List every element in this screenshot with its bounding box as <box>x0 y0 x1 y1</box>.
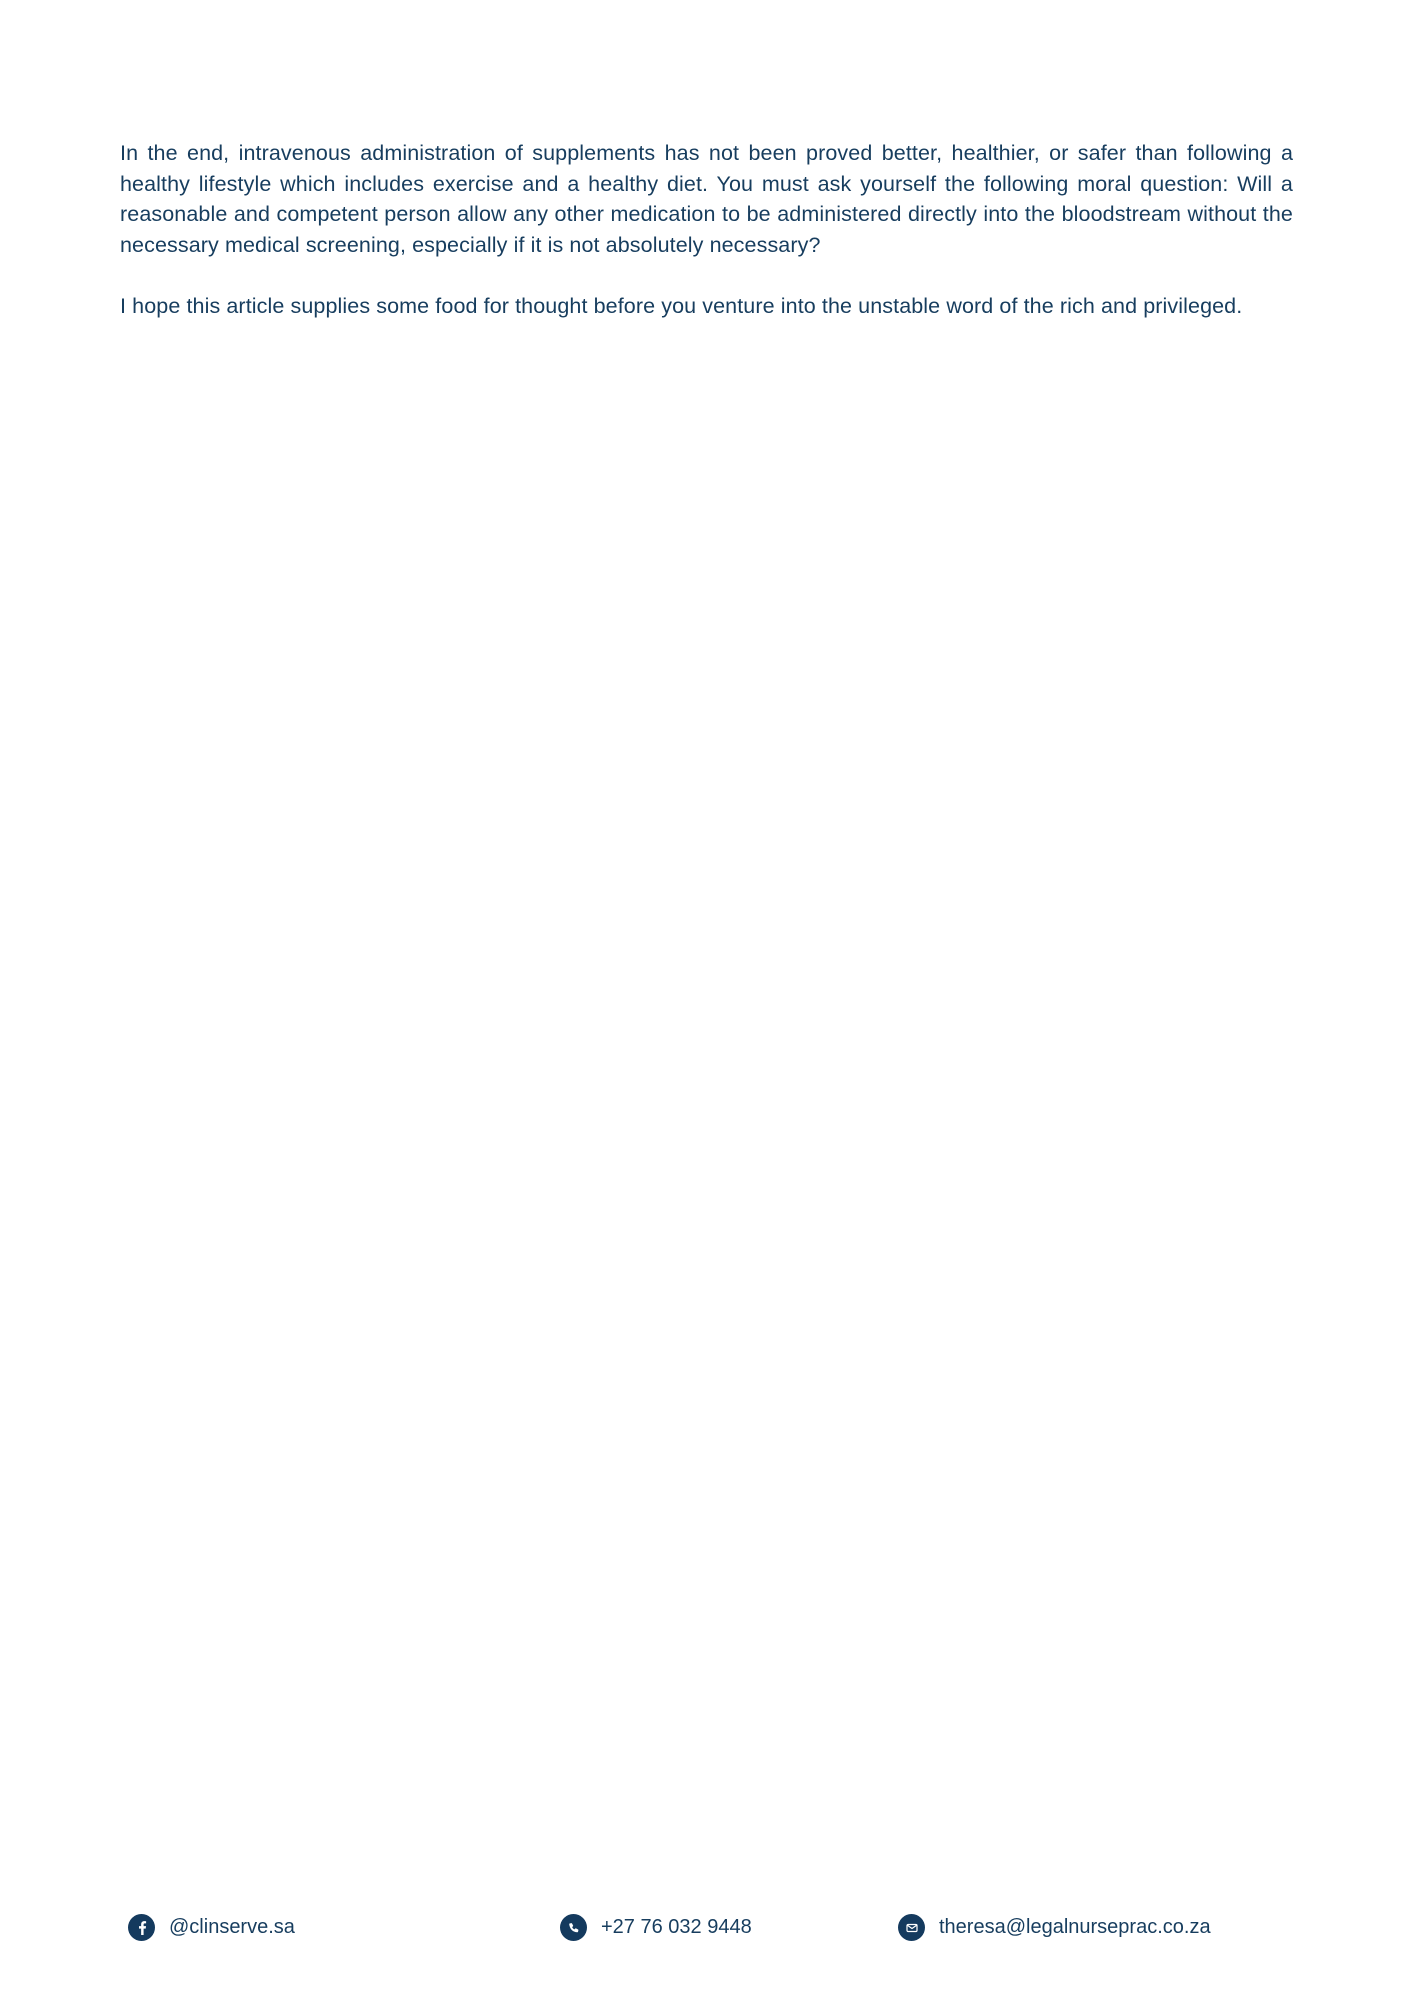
paragraph-1: In the end, intravenous administration of supplements has not been proved better, healthier, or safer than following a healthy lifestyle which includes exercise and a healthy diet. You must ask yourself the following moral question: Will a reasonable and competent person allow any other medication to be administered directly into the bloodstream without the necessary medical screening, especially if it is not absolutely necessary? <box>120 141 1293 257</box>
phone-label: +27 76 032 9448 <box>601 1916 752 1938</box>
mail-icon <box>898 1914 925 1941</box>
phone-icon <box>560 1914 587 1941</box>
page-footer <box>0 1912 1414 1952</box>
footer-phone[interactable] <box>560 1914 752 1941</box>
footer-social-handle[interactable] <box>128 1914 295 1941</box>
facebook-icon <box>128 1914 155 1941</box>
paragraph-2: I hope this article supplies some food for thought before you venture into the unstable word of the rich and privileged. <box>120 294 1243 319</box>
footer-email[interactable] <box>898 1914 1211 1941</box>
email-label: theresa@legalnurseprac.co.za <box>939 1916 1211 1938</box>
article-body <box>120 138 1293 322</box>
social-handle-label: @clinserve.sa <box>169 1916 295 1938</box>
